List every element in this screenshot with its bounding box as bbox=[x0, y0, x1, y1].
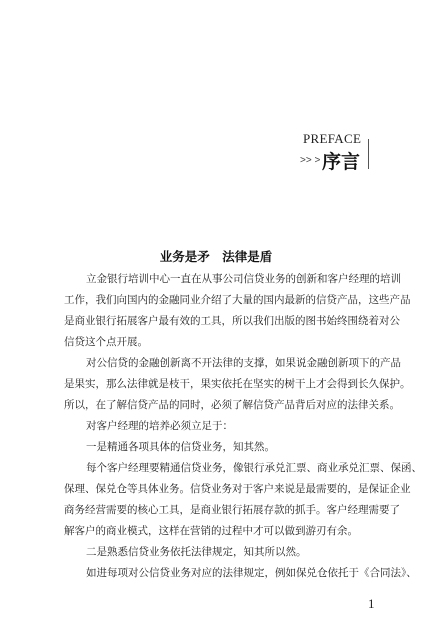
preface-chinese-title: 序言 bbox=[322, 151, 361, 173]
text-line: 对公信贷的金融创新离不开法律的支撑，如果说金融创新项下的产品 bbox=[86, 357, 401, 369]
text-line: 是商业银行拓展客户最有效的工具，所以我们出版的图书始终围绕着对公 bbox=[64, 315, 400, 327]
text-line: 保理、保兑仓等具体业务。信贷业务对于客户来说是最需要的，是保证企业 bbox=[64, 483, 411, 495]
text-line: 所以，在了解信贷产品的同时，必须了解信贷产品背后对应的法律关系。 bbox=[64, 399, 400, 411]
section-heading: 业务是矛 法律是盾 bbox=[159, 249, 273, 264]
text-line: 是果实，那么法律就是枝干，果实依托在坚实的树干上才会得到长久保护。 bbox=[64, 378, 411, 390]
preface-english-title: PREFACE bbox=[303, 131, 362, 146]
vertical-divider bbox=[368, 139, 369, 169]
text-line: 解客户的商业模式，这样在营销的过程中才可以做到游刃有余。 bbox=[64, 525, 358, 537]
text-line: 如进每项对公信贷业务对应的法律规定，例如保兑仓依托于《合同法》、 bbox=[86, 567, 417, 579]
text-line: 立金银行培训中心一直在从事公司信贷业务的创新和客户经理的培训 bbox=[86, 273, 401, 285]
text-line: 二是熟悉信贷业务依托法律规定，知其所以然。 bbox=[86, 546, 307, 558]
text-line: 一是精通各项具体的信贷业务，知其然。 bbox=[86, 441, 275, 453]
page-number: 1 bbox=[368, 596, 375, 611]
text-line: 信贷这个点开展。 bbox=[64, 336, 148, 348]
text-line: 对客户经理的培养必须立足于： bbox=[86, 420, 233, 432]
text-line: 每个客户经理要精通信贷业务，像银行承兑汇票、商业承兑汇票、保函、 bbox=[86, 462, 422, 474]
double-arrow-icon: >> > bbox=[300, 155, 321, 166]
text-line: 商务经营需要的核心工具，是商业银行拓展存款的抓手。客户经理需要了 bbox=[64, 504, 400, 516]
text-line: 工作，我们向国内的金融同业介绍了大量的国内最新的信贷产品，这些产品 bbox=[64, 294, 411, 306]
